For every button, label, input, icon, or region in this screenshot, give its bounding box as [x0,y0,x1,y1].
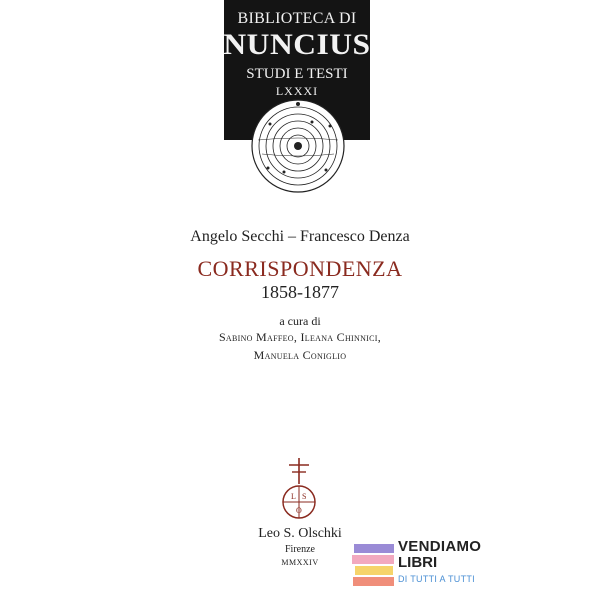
badge-tagline: DI TUTTI A TUTTI [398,574,475,584]
edited-by-label: a cura di [279,314,321,328]
svg-text:L: L [291,492,296,501]
book-dates: 1858-1877 [261,282,339,302]
badge-title-line-1: VENDIAMO [398,538,482,555]
publication-year: MMXXIV [281,558,319,567]
editors-line-2: Manuela Coniglio [253,348,347,362]
olschki-mark-icon [274,458,324,520]
publisher-name: Leo S. Olschki [258,526,342,541]
svg-text:S: S [302,492,307,501]
series-volume: LXXXI [275,84,319,98]
publisher-city: Firenze [285,544,315,555]
svg-text:O: O [296,506,302,515]
book-title: CORRISPONDENZA [197,256,403,281]
celestial-spheres-icon [248,96,348,196]
book-authors: Angelo Secchi – Francesco Denza [190,228,410,245]
badge-title-line-2: LIBRI [398,554,438,571]
editors-line-1: Sabino Maffeo, Ileana Chinnici, [218,330,382,344]
series-subtitle: STUDI E TESTI [246,66,348,82]
series-name: BIBLIOTECA DI [237,10,357,27]
series-title: NUNCIUS [223,28,371,61]
book-stack-icon [352,538,396,590]
vendiamo-libri-badge [352,538,492,590]
